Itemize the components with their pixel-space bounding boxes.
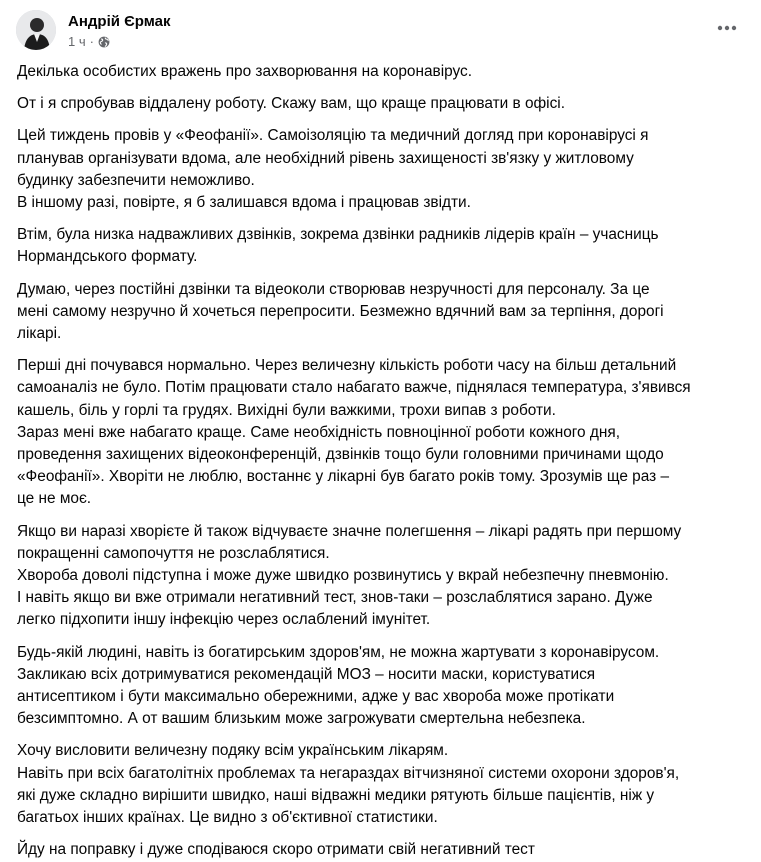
post-paragraph [17, 279, 747, 346]
post-text-line: безсимптомно. А от вашим близьким може загрожувати смертельна небезпека. [17, 710, 586, 728]
post-text-line: Зараз мені вже набагато краще. Саме необхідність повноцінної роботи кожного дня, [17, 423, 620, 441]
avatar[interactable] [16, 10, 56, 50]
post-text-line: кашель, біль у горлі та грудях. Вихідні були важкими, трохи випав з роботи. [17, 401, 556, 419]
post-text-line: антисептиком і бути максимально обережними, адже у вас хвороба може протікати [17, 688, 615, 706]
post-text-line: Навіть при всіх багатолітніх проблемах та негараздах вітчизняної системи охорони здоров'я, [17, 764, 680, 782]
post-time[interactable]: 1 ч [68, 34, 86, 49]
post-text-line: самоаналіз не було. Потім працювати стало набагато важче, піднялася температура, з'явився [17, 379, 691, 397]
post-text-line: От і я спробував віддалену роботу. Скажу вам, що краще працювати в офісі. [17, 95, 565, 113]
more-options-icon[interactable] [711, 16, 743, 40]
post-text-line: покращенні самопочуття не розслаблятися. [17, 544, 330, 562]
post-text-line: планував організувати вдома, але необхідний рівень захищеності зв'язку у житловому [17, 149, 634, 167]
post-text-line: легко підхопити іншу інфекцію через ослаблений імунітет. [17, 611, 431, 629]
post-meta [68, 34, 110, 50]
post-text-line: багатьох інших країнах. Це видно з об'єктивної статистики. [17, 809, 438, 827]
post-text-line: Будь-якій людині, навіть із богатирським здоров'ям, не можна жартувати з коронавірусом. [17, 643, 660, 661]
post-paragraph [17, 125, 747, 214]
meta-separator: · [89, 34, 94, 49]
post-text-line: «Феофанії». Хворіти не люблю, востаннє у лікарні був багато років тому. Зрозумів ще раз – [17, 468, 670, 486]
avatar-photo [16, 10, 56, 50]
post-paragraph [17, 521, 747, 632]
post-header [16, 10, 745, 54]
post-text-line: Втім, була низка надважливих дзвінків, зокрема дзвінки радників лідерів країн – учасниць [17, 226, 659, 244]
post-text-line: Перші дні почувався нормально. Через величезну кількість роботи часу на більш детальний [17, 357, 677, 375]
post-text-line: це не моє. [17, 490, 92, 508]
author-name[interactable]: Андрій Єрмак [68, 13, 171, 30]
post-text-line: Цей тиждень провів у «Феофанії». Самоізоляцію та медичний догляд при коронавірусі я [17, 127, 649, 145]
post-paragraph [17, 355, 747, 510]
post-paragraph [17, 61, 747, 83]
post-body [17, 61, 747, 862]
post-paragraph [17, 839, 747, 861]
post-text-line: які дуже складно вирішити швидко, наші відважні медики рятують більше пацієнтів, ніж у [17, 786, 655, 804]
post-text-line: Якщо ви наразі хворієте й також відчуваєте значне полегшення – лікарі радять при першому [17, 522, 682, 540]
post-text-line: В іншому разі, повірте, я б залишався вдома і працював звідти. [17, 194, 471, 212]
post-paragraph [17, 642, 747, 731]
post-text-line: лікарі. [17, 325, 62, 343]
post-text-line: Йду на поправку і дуже сподіваюся скоро отримати свій негативний тест [17, 841, 535, 859]
post-text-line: будинку забезпечити неможливо. [17, 171, 255, 189]
post-text-line: Хочу висловити величезну подяку всім українським лікарям. [17, 742, 449, 760]
post-text-line: Хвороба доволі підступна і може дуже швидко розвинутись у вкрай небезпечну пневмонію. [17, 567, 669, 585]
post-text-line: Думаю, через постійні дзвінки та відеоколи створював незручності для персоналу. За це [17, 280, 650, 298]
globe-icon[interactable] [98, 36, 110, 48]
post-paragraph [17, 740, 747, 829]
post-text-line: проведення захищених відеоконференцій, дзвінків тощо були головними причинами щодо [17, 446, 664, 464]
post-paragraph [17, 93, 747, 115]
post-text-line: Нормандського формату. [17, 248, 198, 266]
post-text-line: мені самому незручно й хочеться перепросити. Безмежно вдячний вам за терпіння, дорогі [17, 302, 664, 320]
post-paragraph [17, 224, 747, 268]
post-text-line: Декілька особистих вражень про захворювання на коронавірус. [17, 63, 473, 80]
post-text-line: Закликаю всіх дотримуватися рекомендацій МОЗ – носити маски, користуватися [17, 665, 596, 683]
post-text-line: І навіть якщо ви вже отримали негативний тест, знов-таки – розслаблятися зарано. Дуже [17, 589, 653, 607]
